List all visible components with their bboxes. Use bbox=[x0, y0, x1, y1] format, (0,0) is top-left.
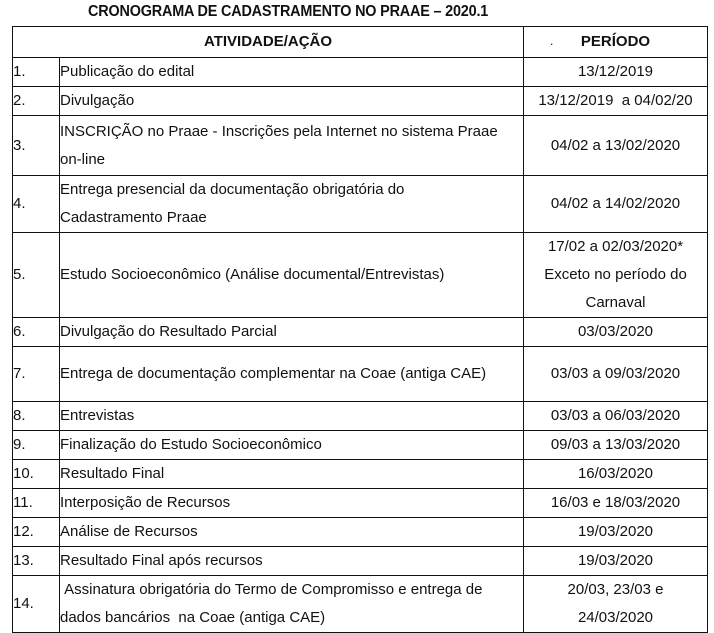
row-activity: Estudo Socioeconômico (Análise documental/Entrevistas) bbox=[60, 233, 524, 318]
row-number: 14. bbox=[13, 576, 60, 633]
row-number: 2. bbox=[13, 87, 60, 116]
table-row bbox=[13, 87, 708, 116]
table-row bbox=[13, 576, 708, 633]
row-period: 16/03/2020 bbox=[524, 460, 708, 489]
row-number: 13. bbox=[13, 547, 60, 576]
row-activity: Resultado Final bbox=[60, 460, 524, 489]
table-row bbox=[13, 518, 708, 547]
document-title: CRONOGRAMA DE CADASTRAMENTO NO PRAAE – 2020.1 bbox=[88, 3, 489, 20]
row-period: 03/03/2020 bbox=[524, 318, 708, 347]
row-activity: Publicação do edital bbox=[60, 58, 524, 87]
row-activity: INSCRIÇÃO no Praae - Inscrições pela Internet no sistema Praae on-line bbox=[60, 116, 524, 176]
row-number: 10. bbox=[13, 460, 60, 489]
row-period: 03/03 a 06/03/2020 bbox=[524, 402, 708, 431]
header-period bbox=[524, 27, 708, 58]
row-period: 16/03 e 18/03/2020 bbox=[524, 489, 708, 518]
table-row bbox=[13, 116, 708, 176]
row-period: 19/03/2020 bbox=[524, 518, 708, 547]
row-number: 4. bbox=[13, 176, 60, 233]
row-activity: Divulgação bbox=[60, 87, 524, 116]
row-activity: Entrega presencial da documentação obrigatória do Cadastramento Praae bbox=[60, 176, 524, 233]
row-period: 13/12/2019 bbox=[524, 58, 708, 87]
row-activity: Finalização do Estudo Socioeconômico bbox=[60, 431, 524, 460]
row-number: 1. bbox=[13, 58, 60, 87]
row-number: 5. bbox=[13, 233, 60, 318]
row-number: 3. bbox=[13, 116, 60, 176]
header-period-label: PERÍODO bbox=[580, 33, 651, 50]
table-row bbox=[13, 347, 708, 402]
row-activity: Entrevistas bbox=[60, 402, 524, 431]
table-row bbox=[13, 460, 708, 489]
row-period: 19/03/2020 bbox=[524, 547, 708, 576]
row-activity: Análise de Recursos bbox=[60, 518, 524, 547]
table-row bbox=[13, 489, 708, 518]
schedule-table bbox=[12, 26, 708, 633]
header-activity: ATIVIDADE/AÇÃO bbox=[13, 27, 524, 58]
row-number: 11. bbox=[13, 489, 60, 518]
row-activity: Entrega de documentação complementar na Coae (antiga CAE) bbox=[60, 347, 524, 402]
row-number: 8. bbox=[13, 402, 60, 431]
table-row bbox=[13, 233, 708, 318]
table-row bbox=[13, 176, 708, 233]
row-activity: Resultado Final após recursos bbox=[60, 547, 524, 576]
header-period-marker: . bbox=[550, 34, 554, 48]
table-row bbox=[13, 547, 708, 576]
table-row bbox=[13, 402, 708, 431]
table-header-row bbox=[13, 27, 708, 58]
table-row bbox=[13, 431, 708, 460]
row-period: 20/03, 23/03 e 24/03/2020 bbox=[524, 576, 708, 633]
row-period: 09/03 a 13/03/2020 bbox=[524, 431, 708, 460]
row-number: 9. bbox=[13, 431, 60, 460]
row-activity: Assinatura obrigatória do Termo de Compromisso e entrega de dados bancários na Coae (antiga CAE) bbox=[60, 576, 524, 633]
row-period: 03/03 a 09/03/2020 bbox=[524, 347, 708, 402]
row-number: 7. bbox=[13, 347, 60, 402]
row-activity: Divulgação do Resultado Parcial bbox=[60, 318, 524, 347]
row-activity: Interposição de Recursos bbox=[60, 489, 524, 518]
row-period: 04/02 a 14/02/2020 bbox=[524, 176, 708, 233]
row-period: 17/02 a 02/03/2020* Exceto no período do Carnaval bbox=[524, 233, 708, 318]
table-row bbox=[13, 318, 708, 347]
row-number: 12. bbox=[13, 518, 60, 547]
row-period: 04/02 a 13/02/2020 bbox=[524, 116, 708, 176]
row-period: 13/12/2019 a 04/02/20 bbox=[524, 87, 708, 116]
row-number: 6. bbox=[13, 318, 60, 347]
table-row bbox=[13, 58, 708, 87]
